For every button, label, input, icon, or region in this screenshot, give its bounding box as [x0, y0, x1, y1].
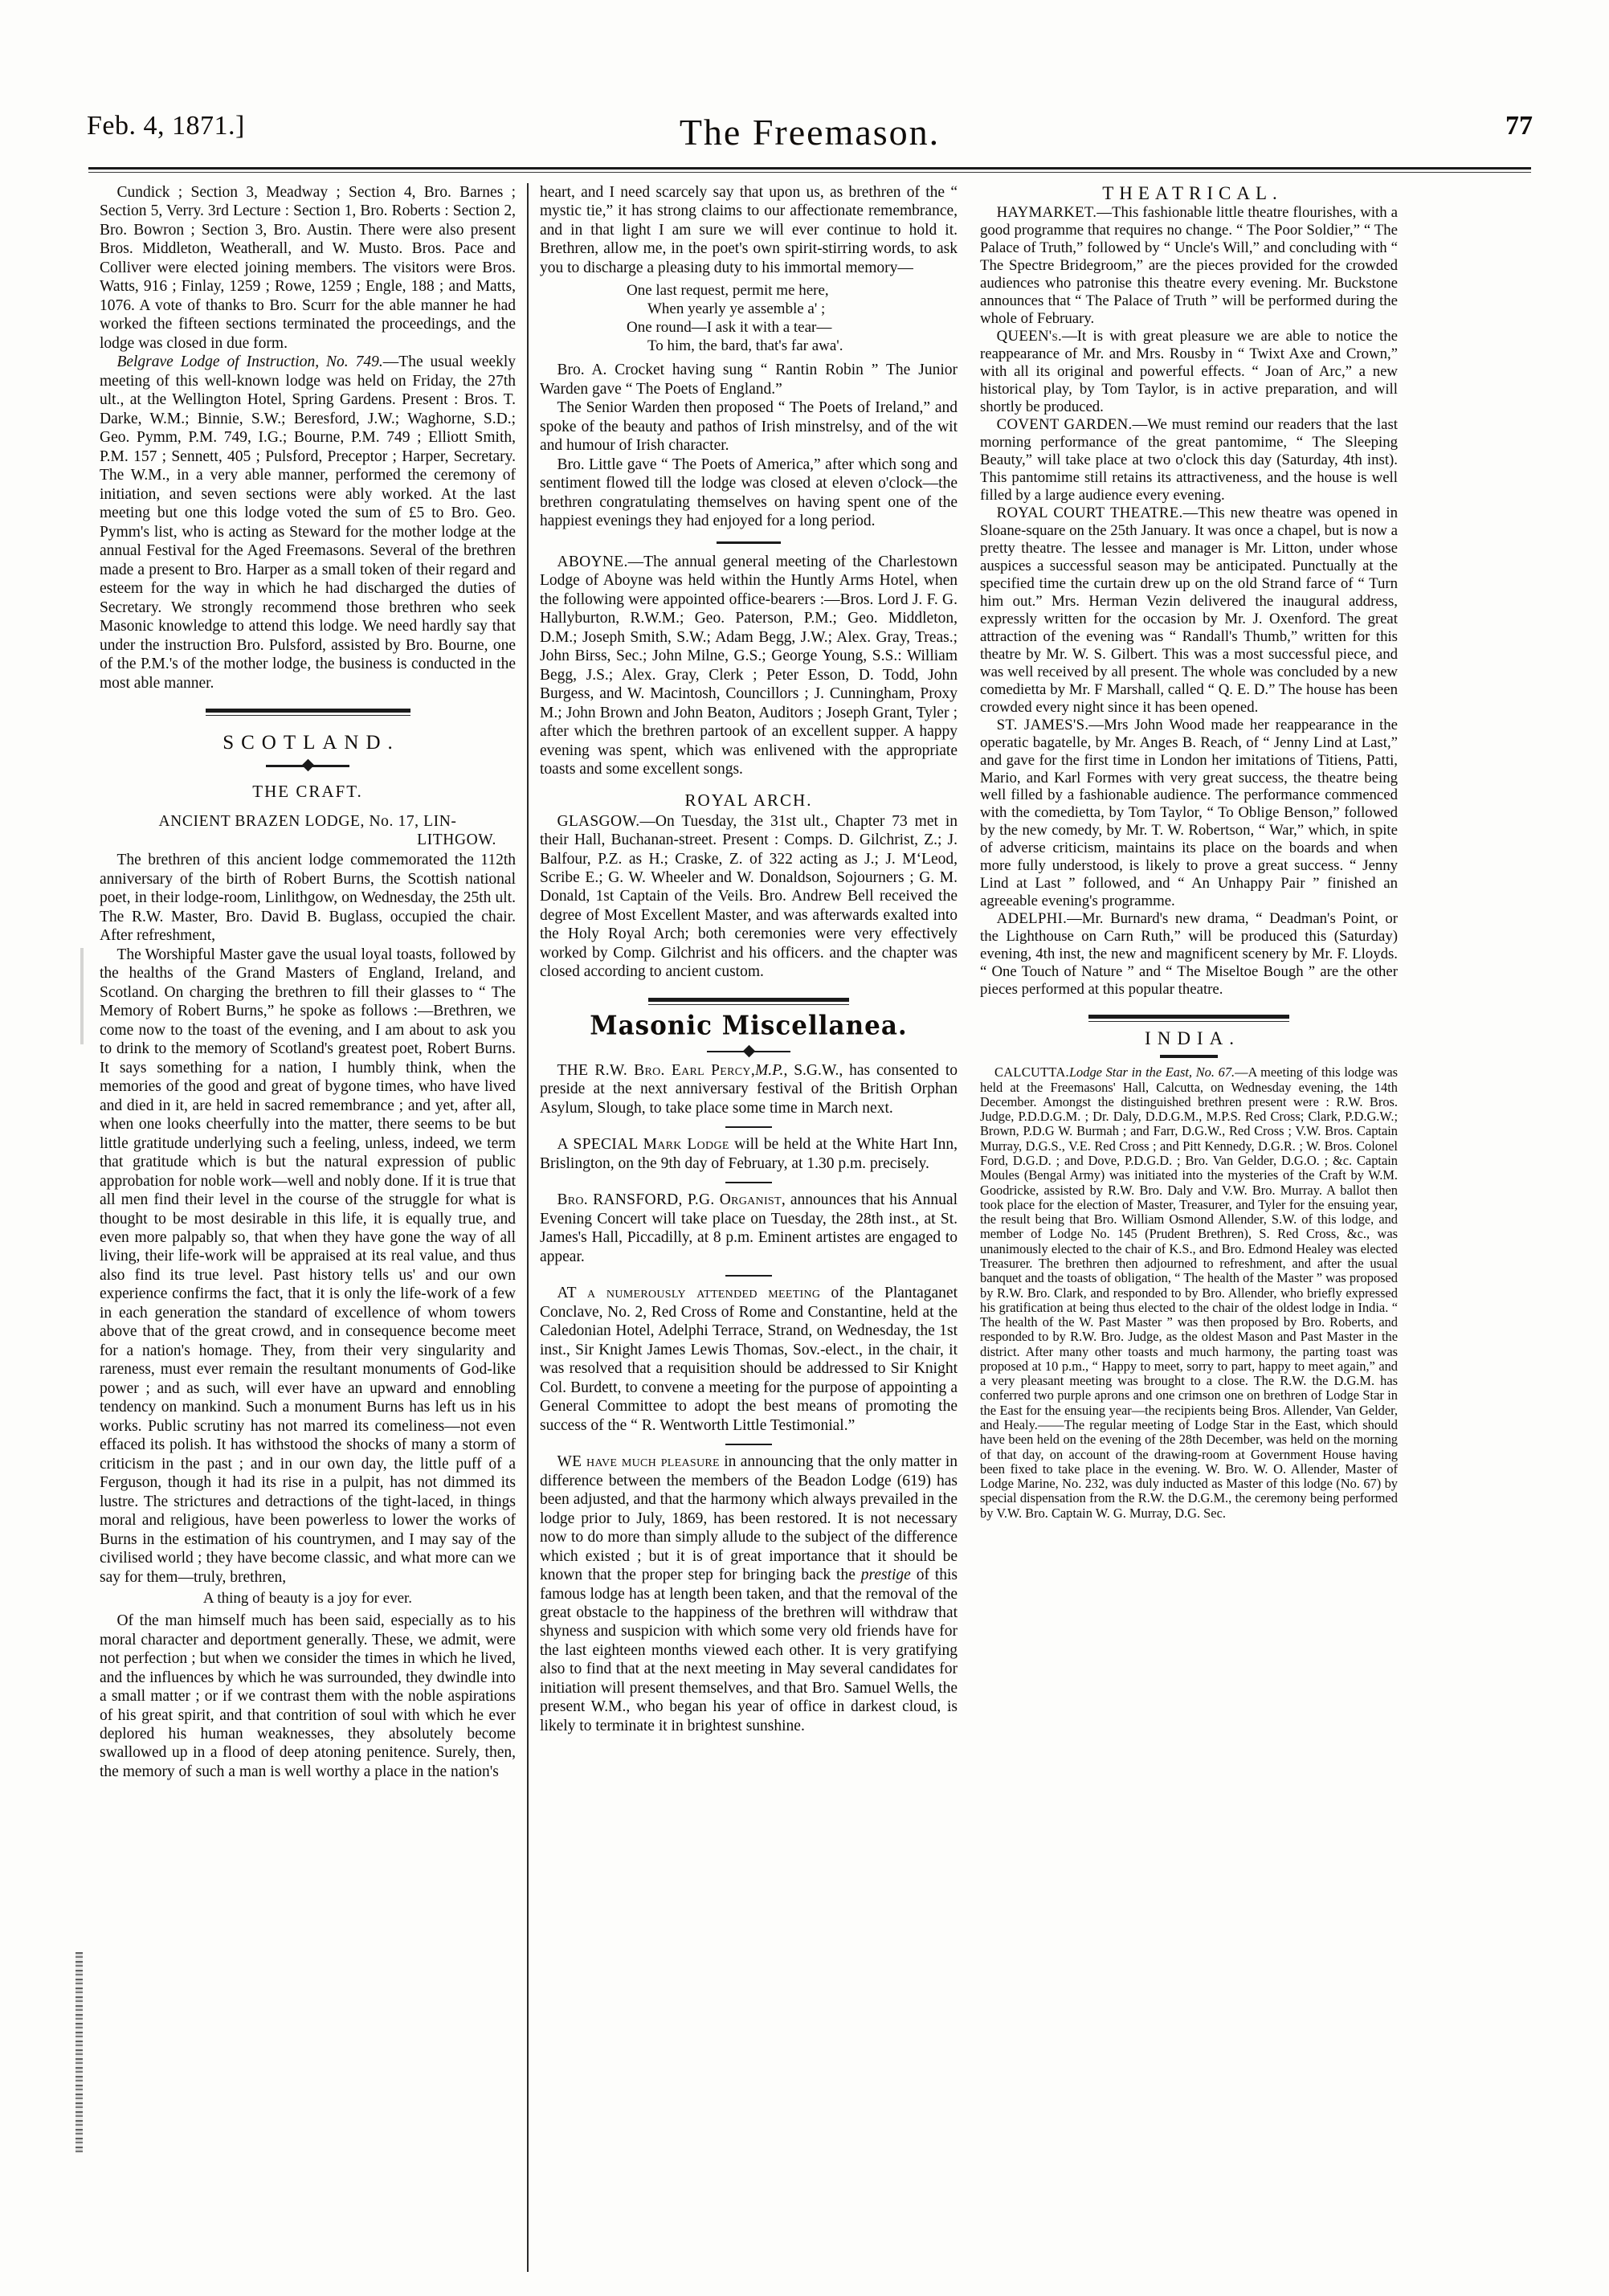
- column2-paragraph-2: The Senior Warden then proposed “ The Poets of Ireland,” and spoke of the beauty and pathos of Irish minstrelsy, and of the wit and humour of Irish character.: [540, 399, 958, 455]
- adelphi-body: —Mr. Burnard's new drama, “ Deadman's Point, or the Lighthouse on Carn Ruth,” will be produced this (Saturday) evening, 4th inst, the new and magnificent scenery by Mr. F. Lloyds. “ One Touch of Nature ” and “ The Miseltoe Bough ” are the other pieces performed at this popular theatre.: [980, 910, 1398, 999]
- aboyne-place-name: ABOYNE.: [557, 553, 628, 570]
- scan-artifact-edge-upper: [80, 948, 84, 1044]
- misc-1-rest: , S.G.W., has consented to preside at the next anniversary festival of the British Orphan Asylum, Slough, to take place some time in March next.: [540, 1061, 958, 1117]
- misc-4-rest: of the Plantaganet Conclave, No. 2, Red Cross of Rome and Constantine, held at the Caledonian Hotel, Adelphi Terrace, Strand, on Wednesday, the 1st inst., Sir Knight James Lewis Thomas, Sov.-elect., in the chair, it was resolved that a requisition should be addressed to Sir Knight Col. Burdett, to convene a meeting for the purpose of appointing a General Committee to adopt the best means of promoting the success of the “ R. Wentworth Little Testimonial.”: [540, 1285, 958, 1434]
- column-3: [969, 183, 1409, 2272]
- column2-paragraph-3: Bro. Little gave “ The Poets of America,” after which song and sentiment flowed till the lodge was closed at eleven o'clock—the brethren congratulating themselves on having spent one of the happiest evenings they had enjoyed for a long period.: [540, 456, 958, 530]
- theatrical-entry-royal-court: [980, 505, 1398, 717]
- masthead-date: Feb. 4, 1871.]: [87, 111, 245, 141]
- misc-5-final: of this famous lodge has at length been taken, and that the removal of the great obstacle to the happiness of the brethren will withdraw that shyness and suspicion with which some very old friends have for the last eighteen months viewed each other. It is very gratifying also to find that at the next meeting in May several candidates for initiation will present themselves, and that Bro. Samuel Wells, the present W.M., who began his year of office in darkest cloud, is likely to terminate it in brightest sunshine.: [540, 1567, 958, 1734]
- misc-5-rest: in announcing that the only matter in difference between the members of the Beadon Lodge (619) has been adjusted, and that the harmony which always prevailed in the lodge prior to July, 1869, has been restored. It is not necessary now to do more than simply allude to the subject of the difference which existed ; but it is of great importance that it should be known that the proper step for bringing back the: [540, 1453, 958, 1584]
- diamond-ornament-miscellanea: [707, 1047, 790, 1056]
- india-section-rule: [1088, 1015, 1289, 1022]
- miscellanea-item-4: [540, 1284, 958, 1435]
- masonic-miscellanea-heading: Masonic Miscellanea.: [590, 1010, 908, 1041]
- theatrical-entry-haymarket: [980, 204, 1398, 328]
- belgrave-lodge-body: —The usual weekly meeting of this well-known lodge was held on Friday, the 27th ult., at the Wellington Hotel, Spring Gardens. Present : Bros. T. Darke, W.M.; Binnie, S.W.; Beresford, J.W.; Waghorne, S.D.; Geo. Pymm, P.M. 749, I.G.; Bourne, P.M. 749 ; Elliott Smith, P.M. 157 ; Sennett, 405 ; Pulsford, Preceptor ; Harper, Secretary. The W.M., in a very able manner, performed the ceremony of initiation, and seven sections were ably worked. At the last meeting but one this lodge voted the sum of £5 to Bro. Geo. Pymm's list, who is acting as Steward for the mother lodge at the annual Festival for the Aged Freemasons. Several of the brethren made a present to Bro. Harper as a small token of their regard and esteem for the way in which he had discharged the duties of Secretary. We strongly recommend those brethren who seek Masonic knowledge to attend this lodge. We need hardly say that under the instruction Bro. Pulsford, assisted by Bro. Bourne, one of the P.M.'s of the mother lodge, the business is conducted in the most able manner.: [100, 353, 516, 692]
- india-heading: INDIA.: [1145, 1028, 1240, 1049]
- misc-3-lead: Bro. RANSFORD, P.G. Organist,: [557, 1191, 786, 1209]
- verse-line-3: One round—I ask it with a tear—: [627, 319, 832, 337]
- aboyne-body: —The annual general meeting of the Charlestown Lodge of Aboyne was held within the Huntly Arms Hotel, when the following were appointed office-bearers :—Bros. Lord J. F. G. Hallyburton, R.W.M.; Geo. Paterson, P.M.; Geo. Middleton, D.M.; Joseph Smith, S.W.; Adam Begg, J.W.; Alex. Gray, Treas.; John Birss, Sec.; John Milne, G.S.; George Young, S.S.: William Begg, J.S.; Alex. Gray, Clerk ; Peter Esson, D. Todd, John Burgess, and W. Macintosh, Councillors ; J. Cunningham, Proxy M.; John Brown and John Beaton, Auditors ; Joseph Grant, Tyler ; after which the brethren partook of an excellent supper. A happy evening was spent, which was enlivened with the appropriate toasts and some excellent songs.: [540, 553, 958, 778]
- glasgow-entry: [540, 812, 958, 982]
- aboyne-separator-rule: [717, 541, 781, 544]
- queens-name: QUEEN's.: [996, 327, 1063, 345]
- misc-separator-3: [725, 1275, 772, 1277]
- header-rule-thick: [88, 167, 1531, 170]
- diamond-ornament: [266, 761, 349, 770]
- aboyne-entry: [540, 553, 958, 779]
- adelphi-name: ADELPHI.: [996, 910, 1068, 928]
- covent-garden-name: COVENT GARDEN.: [996, 415, 1133, 433]
- scotland-section-rule: [206, 709, 410, 716]
- craft-heading: THE CRAFT.: [252, 782, 363, 802]
- lodge-paragraph-1: The brethren of this ancient lodge commemorated the 112th anniversary of the birth of Robert Burns, the Scottish national poet, in their lodge-room, Linlithgow, on Wednesday, the 25th ult. The R.W. Master, Bro. David B. Buglass, occupied the chair. After refreshment,: [100, 852, 516, 945]
- masthead: [87, 111, 1533, 169]
- verse-line-2: When yearly ye assemble a' ;: [647, 300, 826, 318]
- belgrave-lodge-entry: [100, 353, 516, 692]
- lodge-heading-line2: LITHGOW.: [417, 831, 496, 848]
- misc-separator-2: [725, 1182, 772, 1183]
- calcutta-lodge-title: Lodge Star in the East, No. 67.: [1068, 1064, 1235, 1081]
- haymarket-name: HAYMARKET.: [996, 204, 1097, 221]
- masthead-title: The Freemason.: [679, 112, 941, 153]
- miscellanea-item-2: [540, 1135, 958, 1173]
- scan-artifact-edge: [76, 1952, 83, 2153]
- paragraph-continuation: Cundick ; Section 3, Meadway ; Section 4, Bro. Barnes ; Section 5, Verry. 3rd Lecture : Section 1, Bro. Roberts : Section 2, Bro. Bowron ; Section 3, Bro. Austin. There were also present Bros. Middleton, Weatherall, and W. Musto. Bros. Pace and Colliver were elected joining members. The visitors were Bros. Watts, 916 ; Finlay, 1259 ; Rowe, 1259 ; Engle, 188 ; and Matts, 1076. A vote of thanks to Bro. Scurr for the able manner he had worked the fifteen sections terminated the proceedings, and the lodge was closed in due form.: [100, 184, 516, 352]
- misc-4-lead: AT a numerously attended meeting: [557, 1285, 821, 1302]
- india-calcutta-entry: [980, 1065, 1398, 1521]
- misc-1-lead: THE R.W. Bro. Earl Percy,: [557, 1061, 756, 1079]
- misc-separator-1: [725, 1126, 772, 1128]
- haymarket-body: —This fashionable little theatre flourishes, with a good programme that requires no change. “ The Poor Soldier,” “ The Palace of Truth,” followed by “ Uncle's Will,” and concluding with “ The Spectre Bridegroom,” are the pieces provided for the crowded audiences who patronise this theatre every evening. Mr. Buckstone announces that “ The Palace of Truth ” will be performed during the whole of February.: [980, 204, 1398, 327]
- queens-body: —It is with great pleasure we are able to notice the reappearance of Mr. and Mrs. Rousby in “ Twixt Axe and Crown,” with all its original and powerful effects. “ Joan of Arc,” a new historical play, by Tom Taylor, is in active preparation, and will shortly be produced.: [980, 327, 1398, 415]
- lodge-closing-paragraph: Of the man himself much has been said, especially as to his moral character and deportment generally. These, we admit, were not perfection ; but when we consider the times in which he lived, and the influences by which he was surrounded, they dwindle into a small matter ; or if we contrast them with the noble aspirations of his great spirit, and that contrition of soul with which he ever deplored his human weaknesses, they absolutely become swallowed up in a flood of deep atoning penitence. Surely, then, the memory of such a man is well worthy a place in the nation's: [100, 1612, 516, 1780]
- miscellanea-item-1: [540, 1061, 958, 1117]
- scotland-heading: SCOTLAND.: [223, 732, 400, 754]
- st-jamess-name: ST. JAMES'S.: [996, 716, 1089, 733]
- glasgow-body: —On Tuesday, the 31st ult., Chapter 73 met in their Hall, Buchanan-street. Present : Comps. D. Gilchrist, Z.; J. Balfour, P.Z. as H.; Craske, Z. of 322 acting as J.; J. M‘Leod, Scribe E.; G. W. Wheeler and W. Donaldson, Sojourners ; G. M. Donald, 1st Captain of the Veils. Bro. Andrew Bell received the degree of Most Excellent Master, and was afterwards exalted into the Holy Royal Arch; both ceremonies were very effectively worked by Comp. Gilchrist and his officers. and the chapter was closed according to ancient custom.: [540, 812, 958, 981]
- page-number: 77: [1505, 111, 1533, 141]
- miscellanea-item-5: [540, 1452, 958, 1735]
- column-container: [88, 183, 1534, 2272]
- theatrical-entry-st-jamess: [980, 717, 1398, 911]
- calcutta-place-name: CALCUTTA.: [994, 1064, 1069, 1081]
- belgrave-lodge-heading: Belgrave Lodge of Instruction, No. 749.: [116, 353, 383, 371]
- lodge-heading-line1: ANCIENT BRAZEN LODGE, No. 17, LIN-: [158, 813, 457, 831]
- misc-5-lead: WE have much pleasure: [557, 1453, 720, 1471]
- lodge-heading: [100, 813, 516, 849]
- column2-opening-paragraph: heart, and I need scarcely say that upon us, as brethren of the “ mystic tie,” it has strong claims to our affectionate remembrance, and in that light I am sure we will ever continue to hold it. Brethren, allow me, in the poet's own spirit-stirring words, to ask you to discharge a pleasing duty to his immortal memory—: [540, 184, 958, 276]
- royal-court-body: —This new theatre was opened in Sloane-square on the 25th January. It was once a chapel, but is now a pretty theatre. The lessee and manager is Mr. Litton, under whose auspices a successful season may be anticipated. Punctually at the specified time the curtain drew up on the old Strand farce of “ Turn him out.” Mrs. Herman Vezin delivered the inaugural address, expressly written for the occasion by Mr. J. Oxenford. The great attraction of the evening was “ Randall's Thumb,” written for this theatre by Mr. W. S. Gilbert. This was a most successful piece, and was well received by all present. The whole was concluded by a new comedietta by Mr. F Marshall, called “ Q. E. D.” The house has been crowded every night since it has been opened.: [980, 504, 1398, 716]
- theatrical-heading: THEATRICAL.: [1102, 183, 1283, 203]
- miscellanea-section-rule: [648, 998, 849, 1005]
- column-1: [88, 183, 529, 2272]
- miscellanea-item-3: [540, 1191, 958, 1266]
- column-2: [529, 183, 969, 2272]
- misc-1-italic: M.P.: [755, 1061, 784, 1079]
- theatrical-entry-queens: [980, 328, 1398, 416]
- glasgow-place-name: GLASGOW.: [557, 812, 640, 830]
- verse-line-4: To him, the bard, that's far awa'.: [647, 337, 843, 355]
- column2-paragraph-1: Bro. A. Crocket having sung “ Rantin Robin ” The Junior Warden gave “ The Poets of England.”: [540, 362, 958, 398]
- st-jamess-body: —Mrs John Wood made her reappearance in the operatic bagatelle, by Mr. Anges B. Reach, of “ Jenny Lind at Last,” and gave for the first time in London her imitations of Titiens, Patti, Mario, and Karl Formes with very great success, the theatre being well filled by a fashionable audience. The performance commenced with the comedietta, by Tom Taylor, “ To Oblige Benson,” followed by the new comedy, by Mr. T. W. Robertson, “ War,” which, in spite of adverse criticism, maintains its place on the boards and when more fully understood, is likely to prove a great success. “ Jenny Lind at Last ” followed, and “ An Unhappy Pair ” finished an agreeable evening's programme.: [980, 716, 1398, 910]
- royal-court-name: ROYAL COURT THEATRE.: [996, 504, 1183, 521]
- verse-block: [540, 282, 958, 356]
- misc-3-rest: announces that his Annual Evening Concert will take place on Tuesday, the 28th inst., at St. James's Hall, Piccadilly, at 8 p.m. Eminent artistes are engaged to appear.: [540, 1191, 958, 1265]
- lodge-paragraph-2: The Worshipful Master gave the usual loyal toasts, followed by the healths of the Grand Masters of England, Ireland, and Scotland. On charging the brethren to fill their glasses to “ The Memory of Robert Burns,” he spoke as follows :—Brethren, we come now to the toast of the evening, and I am about to ask you to drink to the memory of Scotland's greatest poet, Robert Burns. It says something for a nation, I humbly think, when the memories of the good and great of bygone times, who have lived and died in it, are held in sacred remembrance ; and yet, after all, when one looks cheerfully into the matter, there seems to be but little gratitude underlying such a feeling, unless, indeed, we term that gratitude which is but the natural expression of public approbation for noble work—well and nobly done. If it is true that all men find their level in the course of the struggle for what is thought to be most desirable in this life, it is equally true, and even more palpably so, that when they have gone the way of all living, their life-work will be appraised at its real value, and thus also find its true level. Past history tells us' and our own experience confirms the fact, that it is only the life-work of a few in each generation the standard of excellence of whom towers above that of the great crowd, and in consequence become meet for a nation's homage. They, from their very singularity and rareness, must ever remain the resultant monuments of God-like power ; and as such, will ever have an upward and ennobling tendency on mankind. Such a monument Burns has left us in his works. Public scrutiny has not marred its comeliness—not even effaced its polish. It has withstood the shocks of many a storm of criticism in the past ; and in our own day, the little puff of a Ferguson, though it had its rise in a pulpit, has not dimmed its lustre. The strictures and detractions of the tight-laced, in things moral and religious, have been powerless to lower the works of Burns in the estimation of his countrymen, and I may say of the civilised world ; they have become classic, and what more can we say for them—truly, brethren,: [100, 946, 516, 1586]
- verse-line-beauty: A thing of beauty is a joy for ever.: [202, 1590, 413, 1608]
- calcutta-body: —A meeting of this lodge was held at the Freemasons' Hall, Calcutta, on Wednesday evening, the 14th December. Amongst the distinguished brethren present were : R.W. Bros. Judge, P.D.D.G.M. ; Dr. Daly, D.D.G.M., M.P.S. Red Cross; Clark, P.D.G.W.; Brown, P.D.G W. Burmah ; and Farr, D.G.W., Red Cross ; V.W. Bros. Captain Murray, D.G.S., V.E. Red Cross ; and Pitt Kennedy, D.G.R. ; W. Bros. Colonel Ford, D.G.D. ; and Dove, P.D.G.D. ; Bro. Van Gelder, D.G.O. ; &c. Captain Moules (Bengal Army) was initiated into the mysteries of the Craft by W.M. Goodricke, assisted by R.W. Bro. Daly and V.W. Bro. Murray. A ballot then took place for the election of Master, Treasurer, and Tyler for the ensuing year, the result being that Bro. William Osmond Allender, S.W. of this lodge, and member of Lodge No. 145 (Prudent Brethren), S. Red Cross, &c., was unanimously elected to the chair of K.S., and Bro. Edmond Healey was elected Treasurer. The brethren then adjourned to refreshment, and after the usual banquet and the toasts of obligation, “ The health of the Master ” was proposed by R.W. Bro. Clark, and responded to by Bro. Allender, who briefly expressed his gratification at being thus elected to the chair of the oldest lodge in India. “ The health of the W. Past Master ” was then proposed by Bro. Roberts, and responded to by R.W. Bro. Judge, as the oldest Mason and Past Master in the district. After many other toasts and much harmony, the parting toast was proposed at 10 p.m., “ Happy to meet, sorry to part, happy to meet again,” and a very pleasant meeting was brought to a close. The R.W. the D.G.M. has conferred two purple aprons and one crimson one on brethren of Lodge Star in the East for the ensuing year—the recipients being Bros. Allender, Van Gelder, and Healy.——The regular meeting of Lodge Star in the East, which should have been held on the evening of the 28th December, was held on the morning of that day, on account of the drawing-room at Government House having been fixed to take place in the evening. W. Bro. W. O. Allender, Master of Lodge Marine, No. 232, was duly inducted as Master of this lodge (No. 67) by special dispensation from the R.W. the D.G.M., the ceremony being performed by V.W. Bro. Captain W. G. Murray, D.G. Sec.: [980, 1064, 1398, 1521]
- covent-garden-body: —We must remind our readers that the last morning performance of the great pantomime, “ The Sleeping Beauty,” will take place at two o'clock this day (Saturday, 4th inst). This pantomime still retains its attractiveness, and the house is well filled by a large audience every evening.: [980, 415, 1398, 504]
- misc-2-rest: will be held at the White Hart Inn, Brislington, on the 9th day of February, at 1.30 p.m. precisely.: [540, 1136, 958, 1172]
- misc-separator-4: [725, 1444, 772, 1445]
- india-underline: [1160, 1055, 1218, 1058]
- royal-arch-heading: ROYAL ARCH.: [684, 790, 813, 810]
- theatrical-entry-adelphi: [980, 910, 1398, 999]
- header-rule-thin: [88, 172, 1531, 173]
- verse-line-1: One last request, permit me here,: [627, 282, 829, 300]
- theatrical-entry-covent-garden: [980, 416, 1398, 505]
- misc-5-italic: prestige: [860, 1567, 911, 1584]
- misc-2-lead: A SPECIAL Mark Lodge: [557, 1136, 729, 1154]
